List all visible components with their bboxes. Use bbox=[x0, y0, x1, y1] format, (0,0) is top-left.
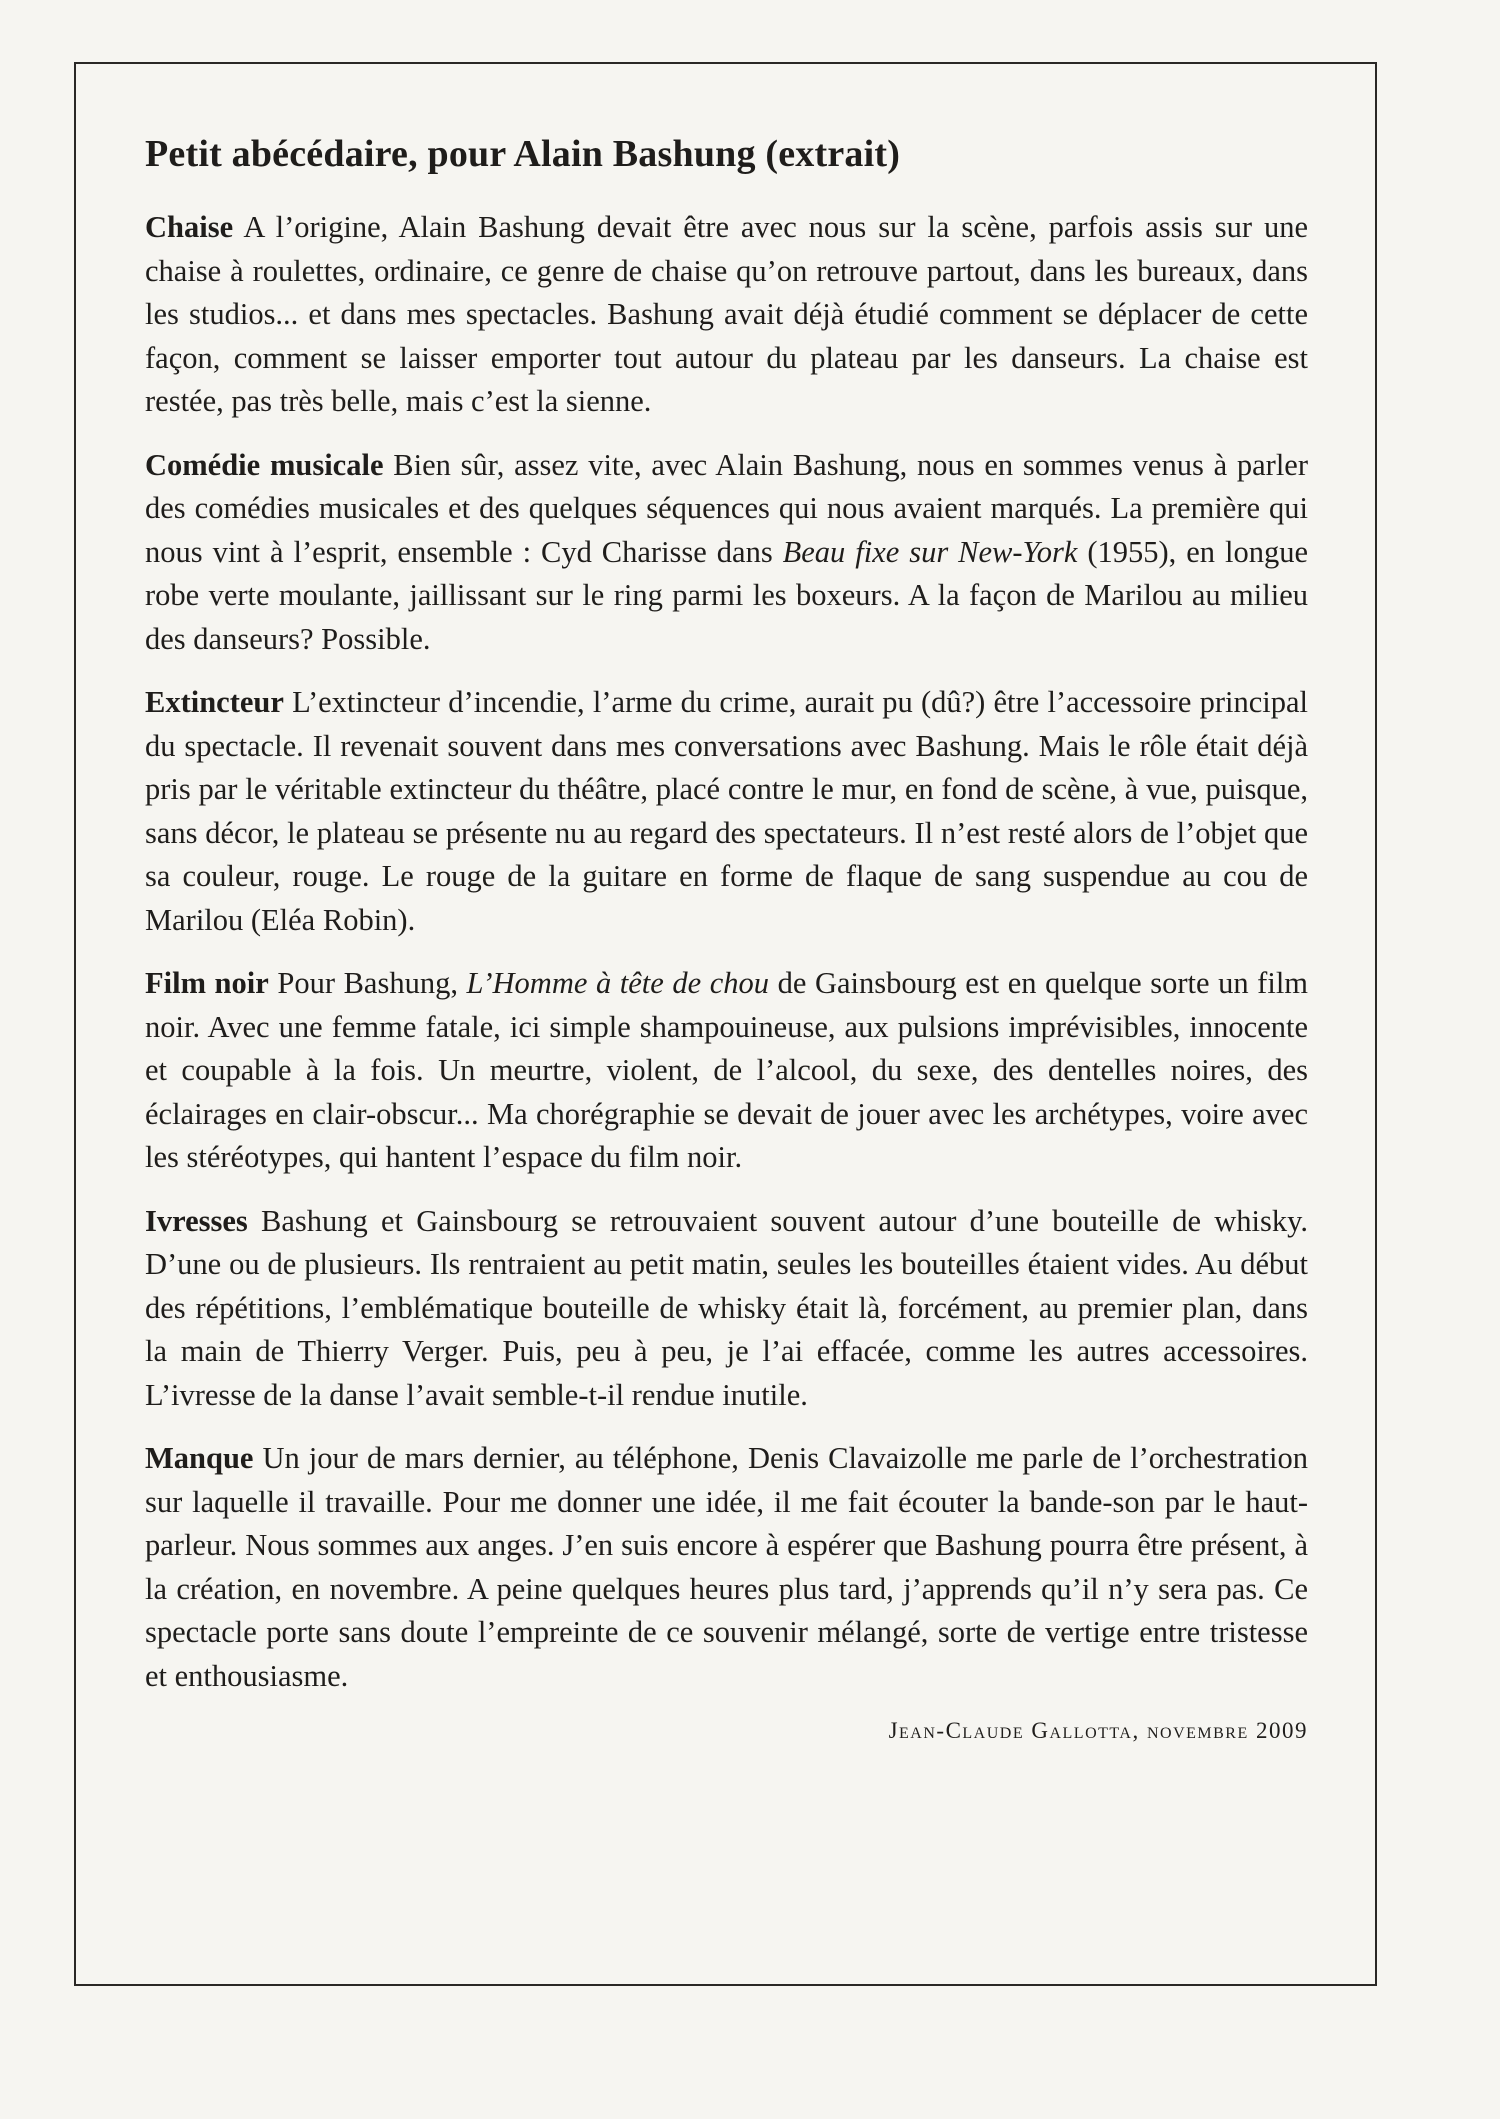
entry-text: de Gainsbourg est en quelque sorte un film noir. Avec une femme fatale, ici simple shampouineuse, aux pulsions imprévisibles, innocente et coupable à la fois. Un meurtre, violent, de l’alcool, du sexe, des dentelles noires, des éclairages en clair-obscur... Ma chorégraphie se devait de jouer avec les archétypes, voire avec les stéréotypes, qui hantent l’espace du film noir. bbox=[145, 966, 1309, 1174]
entry-text: Un jour de mars dernier, au téléphone, Denis Clavaizolle me parle de l’orchestration sur laquelle il travaille. Pour me donner une idée, il me fait écouter la bande-son par le haut-parleur. Nous sommes aux anges. J’en suis encore à espérer que Bashung pourra être présent, à la création, en novembre. A peine quelques heures plus tard, j’apprends qu’il n’y sera pas. Ce spectacle porte sans doute l’empreinte de ce souvenir mélangé, sorte de vertige entre tristesse et enthousiasme. bbox=[145, 1441, 1308, 1693]
article bbox=[145, 128, 1308, 1744]
entry-text: Bien sûr, assez vite, avec Alain Bashung, nous en sommes venus à parler des comédies musicales et des quelques séquences qui nous avaient marqués. La première qui nous vint à l’esprit, ensemble : Cyd Charisse dans bbox=[145, 447, 1309, 569]
entry-term: Chaise bbox=[145, 210, 234, 244]
entry-comedie-musicale bbox=[145, 444, 1308, 662]
article-title: Petit abécédaire, pour Alain Bashung (extrait) bbox=[145, 133, 901, 175]
entry-text: L’extincteur d’incendie, l’arme du crime, aurait pu (dû?) être l’accessoire principal du spectacle. Il revenait souvent dans mes conversations avec Bashung. Mais le rôle était déjà pris par le véritable extincteur du théâtre, placé contre le mur, en fond de scène, à vue, puisque, sans décor, le plateau se présente nu au regard des spectateurs. Il n’est resté alors de l’objet que sa couleur, rouge. Le rouge de la guitare en forme de flaque de sang suspendue au cou de Marilou (Eléa Robin). bbox=[145, 685, 1308, 937]
entry-term: Film noir bbox=[145, 966, 269, 1000]
entry-extincteur bbox=[145, 681, 1308, 942]
album-title: L’Homme à tête de chou bbox=[466, 966, 770, 1000]
entry-text: Bashung et Gainsbourg se retrouvaient souvent autour d’une bouteille de whisky. D’une ou de plusieurs. Ils rentraient au petit matin, seules les bouteilles étaient vides. Au début des répétitions, l’emblématique bouteille de whisky était là, forcément, au premier plan, dans la main de Thierry Verger. Puis, peu à peu, je l’ai effacée, comme les autres accessoires. L’ivresse de la danse l’avait semble-t-il rendue inutile. bbox=[145, 1203, 1308, 1412]
entry-text: A l’origine, Alain Bashung devait être avec nous sur la scène, parfois assis sur une chaise à roulettes, ordinaire, ce genre de chaise qu’on retrouve partout, dans les bureaux, dans les studios... et dans mes spectacles. Bashung avait déjà étudié comment se déplacer de cette façon, comment se laisser emporter tout autour du plateau par les danseurs. La chaise est restée, pas très belle, mais c’est la sienne. bbox=[145, 210, 1308, 418]
film-title: Beau fixe sur New-York bbox=[782, 534, 1078, 569]
entry-film-noir bbox=[145, 962, 1308, 1180]
entry-text: (1955), en longue robe verte moulante, jaillissant sur le ring parmi les boxeurs. A la façon de Marilou au milieu des danseurs? Possible. bbox=[145, 534, 1308, 656]
entry-text: Pour Bashung, bbox=[277, 966, 458, 1000]
entry-term: Ivresses bbox=[145, 1203, 248, 1238]
entry-term: Extincteur bbox=[145, 685, 284, 719]
entry-term: Manque bbox=[145, 1441, 254, 1475]
entry-ivresses bbox=[145, 1200, 1308, 1418]
signature: Jean-Claude Gallotta, novembre 2009 bbox=[888, 1718, 1308, 1743]
entry-manque bbox=[145, 1437, 1308, 1698]
entry-term: Comédie musicale bbox=[145, 447, 384, 482]
entry-chaise bbox=[145, 206, 1308, 424]
